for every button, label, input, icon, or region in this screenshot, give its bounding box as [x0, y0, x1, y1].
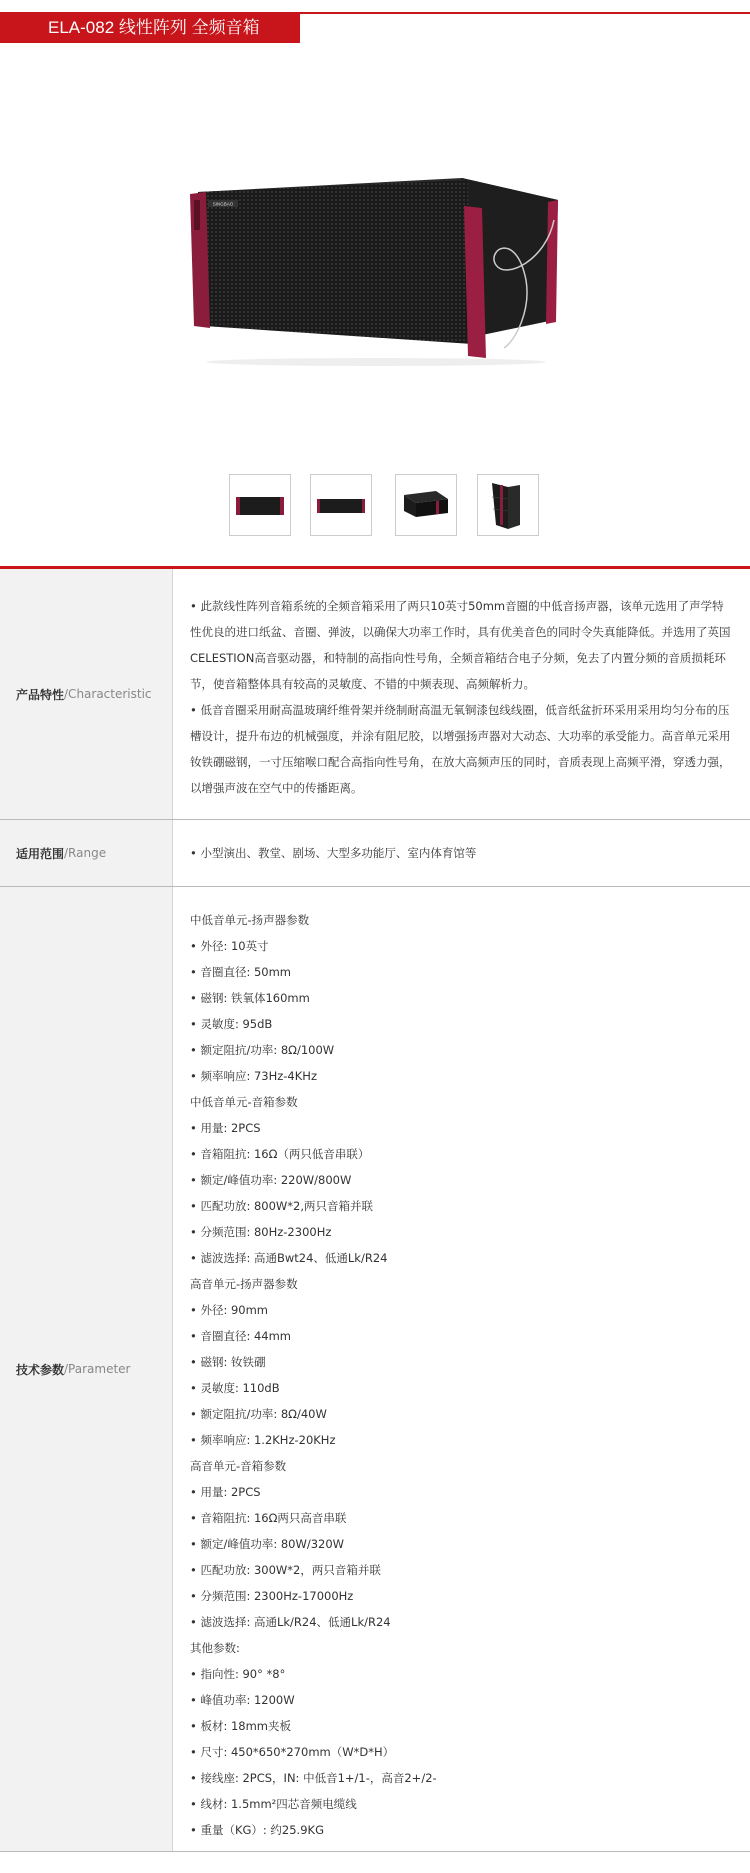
param-line: • 灵敏度: 95dB	[190, 1017, 273, 1031]
row-characteristic	[0, 569, 750, 820]
range-content	[172, 820, 750, 866]
row-parameter-label	[0, 887, 173, 1851]
param-line: • 音圈直径: 44mm	[190, 1329, 292, 1343]
param-line: • 分频范围: 2300Hz-17000Hz	[190, 1589, 354, 1603]
param-line: 中低音单元-音箱参数	[190, 1095, 298, 1109]
param-line: • 频率响应: 73Hz-4KHz	[190, 1069, 317, 1083]
param-line: • 用量: 2PCS	[190, 1485, 261, 1499]
row-range-label	[0, 820, 173, 886]
range-text: • 小型演出、教堂、剧场、大型多功能厅、室内体育馆等	[190, 846, 477, 860]
characteristic-label-en: /Characteristic	[64, 687, 152, 701]
param-line: • 滤波选择: 高通Bwt24、低通Lk/R24	[190, 1251, 388, 1265]
param-line: • 磁钢: 钕铁硼	[190, 1355, 266, 1369]
row-characteristic-label	[0, 569, 173, 819]
thumbnail-strip	[0, 474, 750, 536]
param-line: • 匹配功放: 300W*2，两只音箱并联	[190, 1563, 381, 1577]
thumbnail-3[interactable]	[395, 474, 457, 536]
param-line: • 尺寸: 450*650*270mm（W*D*H）	[190, 1745, 395, 1759]
param-line: • 外径: 90mm	[190, 1303, 269, 1317]
spec-table	[0, 569, 750, 1852]
row-parameter	[0, 887, 750, 1852]
param-line: • 额定/峰值功率: 80W/320W	[190, 1537, 345, 1551]
param-line: • 指向性: 90° *8°	[190, 1667, 286, 1681]
range-label-en: /Range	[64, 846, 107, 860]
thumbnail-1-image	[230, 475, 290, 535]
row-range	[0, 820, 750, 887]
param-line: 高音单元-扬声器参数	[190, 1277, 298, 1291]
param-line: • 线材: 1.5mm²四芯音频电缆线	[190, 1797, 357, 1811]
product-image	[186, 170, 576, 370]
param-line: 中低音单元-扬声器参数	[190, 913, 310, 927]
param-line: 高音单元-音箱参数	[190, 1459, 287, 1473]
param-line: • 音圈直径: 50mm	[190, 965, 292, 979]
characteristic-label-zh: 产品特性	[16, 687, 65, 702]
characteristic-content	[172, 569, 750, 801]
param-line: 其他参数:	[190, 1641, 240, 1655]
thumbnail-3-image	[396, 475, 456, 535]
param-line: • 额定阻抗/功率: 8Ω/100W	[190, 1043, 335, 1057]
param-line: • 用量: 2PCS	[190, 1121, 261, 1135]
parameter-label-zh: 技术参数	[16, 1362, 65, 1377]
param-line: • 接线座: 2PCS，IN: 中低音1+/1-，高音2+/2-	[190, 1771, 437, 1785]
thumbnail-1[interactable]	[229, 474, 291, 536]
param-line: • 滤波选择: 高通Lk/R24、低通Lk/R24	[190, 1615, 391, 1629]
param-line: • 峰值功率: 1200W	[190, 1693, 295, 1707]
param-line: • 额定阻抗/功率: 8Ω/40W	[190, 1407, 327, 1421]
brand-badge: SINGBAO	[212, 201, 234, 207]
parameter-content	[172, 887, 750, 1843]
thumbnail-2-image	[311, 475, 371, 535]
param-line: • 额定/峰值功率: 220W/800W	[190, 1173, 352, 1187]
parameter-label-en: /Parameter	[64, 1362, 131, 1376]
param-line: • 外径: 10英寸	[190, 939, 269, 953]
characteristic-paragraph-2: • 低音音圈采用耐高温玻璃纤维骨架并绕制耐高温无氧铜漆包线线圈，低音纸盆折环采用采用均匀分布的压槽设计，提升布边的机械强度，并涂有阻尼胶，以增强扬声器对大动态、大功率的承受能力。高音单元采用钕铁硼磁钢，一寸压缩喉口配合高指向性号角，在放大高频声压的同时，音质表现上高频平滑，穿透力强，以增强声波在空气中的传播距离。	[190, 703, 731, 795]
param-line: • 重量（KG）: 约25.9KG	[190, 1823, 324, 1837]
param-line: • 音箱阻抗: 16Ω两只高音串联	[190, 1511, 347, 1525]
range-label-zh: 适用范围	[16, 846, 65, 861]
thumbnail-4[interactable]	[477, 474, 539, 536]
param-line: • 板材: 18mm夹板	[190, 1719, 292, 1733]
param-line: • 灵敏度: 110dB	[190, 1381, 280, 1395]
param-line: • 频率响应: 1.2KHz-20KHz	[190, 1433, 336, 1447]
param-line: • 匹配功放: 800W*2,两只音箱并联	[190, 1199, 374, 1213]
product-title: ELA-082 线性阵列 全频音箱	[0, 12, 300, 43]
param-line: • 分频范围: 80Hz-2300Hz	[190, 1225, 332, 1239]
param-line: • 音箱阻抗: 16Ω（两只低音串联）	[190, 1147, 370, 1161]
param-line: • 磁钢: 铁氧体160mm	[190, 991, 310, 1005]
thumbnail-4-image	[478, 475, 538, 535]
characteristic-paragraph-1: • 此款线性阵列音箱系统的全频音箱采用了两只10英寸50mm音圈的中低音扬声器，该单元选用了声学特性优良的进口纸盆、音圈、弹波，以确保大功率工作时，具有优美音色的同时令失真能降低。并选用了英国CELESTION高音驱动器，和特制的高指向性号角，全频音箱结合电子分频，免去了内置分频的音质损耗环节，使音箱整体具有较高的灵敏度、不错的中频表现、高频解析力。	[190, 599, 731, 691]
thumbnail-2[interactable]	[310, 474, 372, 536]
